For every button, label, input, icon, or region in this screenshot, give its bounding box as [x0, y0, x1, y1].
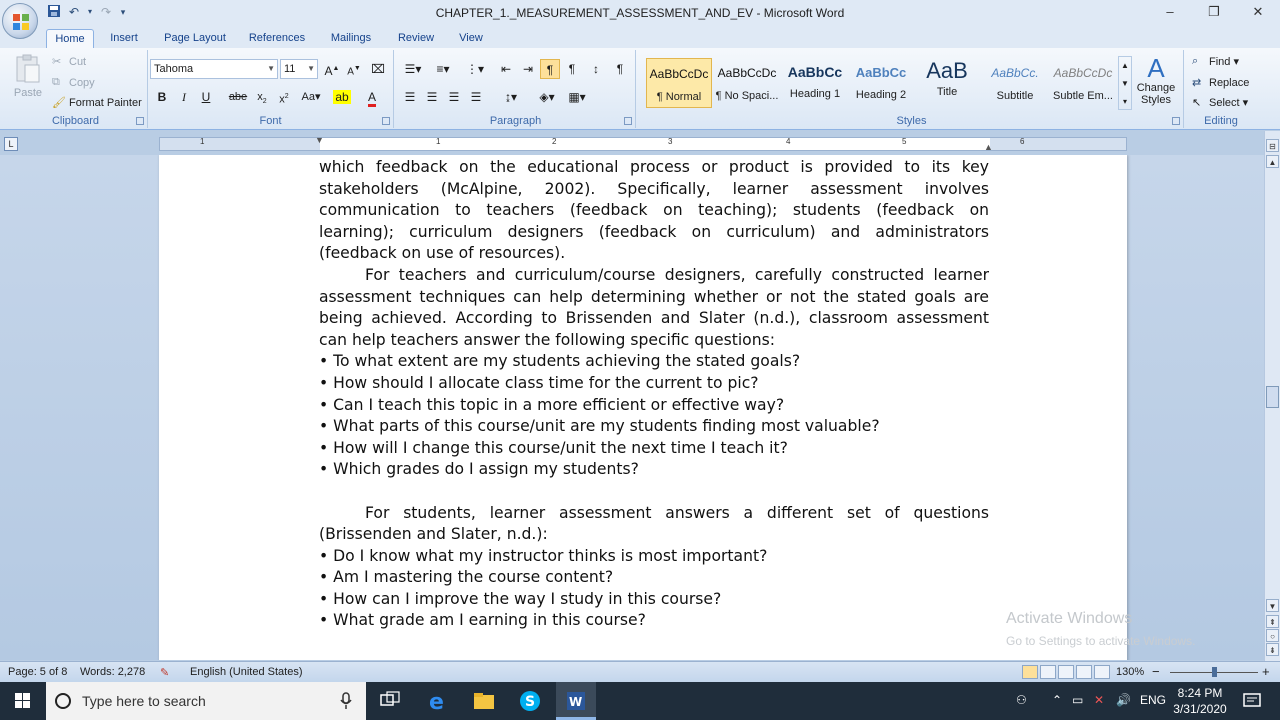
bullet-item: • How can I improve the way I study in this course? [319, 589, 722, 608]
outline-view-icon[interactable] [1076, 665, 1092, 679]
clock-time: 8:24 PM [1177, 686, 1223, 700]
subscript-button[interactable]: $x_2$ [257, 91, 267, 106]
styles-group-label: Styles [896, 115, 927, 127]
ruler-number: 6 [1020, 137, 1025, 146]
italic-button[interactable]: I [182, 90, 186, 104]
styles-launcher-icon[interactable] [1172, 117, 1180, 125]
word-app-icon [564, 689, 588, 713]
paragraph-launcher-icon[interactable] [624, 117, 632, 125]
text-line: stakeholders (McAlpine, 2002). Specifically, learner assessment involves [319, 179, 989, 198]
style-name: ¶ No Spaci... [715, 90, 779, 102]
style-sample: AaBbCc [855, 65, 907, 80]
word-taskbar-button[interactable] [556, 682, 596, 720]
tab-review[interactable]: Review [397, 32, 435, 44]
style-heading-2[interactable] [848, 58, 914, 108]
vertical-scrollbar[interactable] [1264, 131, 1280, 661]
edge-browser-icon[interactable] [426, 689, 450, 713]
scroll-up-icon[interactable]: ▲ [1266, 155, 1279, 168]
underline-button[interactable]: U [201, 90, 211, 104]
bold-button[interactable]: B [157, 90, 167, 104]
bullet-item: • Can I teach this topic in a more efficient or effective way? [319, 395, 785, 414]
find-button[interactable]: ⌕ Find ▾ [1192, 55, 1239, 68]
windows-taskbar [0, 682, 1280, 720]
start-button[interactable] [0, 682, 46, 720]
style-heading-1[interactable] [782, 58, 848, 108]
chevron-down-icon: ▼ [267, 64, 275, 73]
text-line: being achieved. According to Brissenden and Slater (n.d.), classroom assessment [319, 309, 989, 328]
bullets-button[interactable]: ☰▾ [404, 62, 422, 76]
input-language[interactable]: ENG [1140, 693, 1167, 707]
battery-warning-icon[interactable]: ✕ [1094, 693, 1105, 707]
print-layout-view-icon[interactable] [1022, 665, 1038, 679]
windows-logo-icon [0, 682, 46, 720]
show-formatting-button[interactable]: ¶ [616, 62, 624, 76]
bullet-item: • Do I know what my instructor thinks is most important? [319, 546, 768, 565]
browse-object-icon[interactable]: ○ [1266, 629, 1279, 642]
change-styles-label: Change Styles [1136, 82, 1176, 106]
minimize-button[interactable]: – [1166, 4, 1174, 19]
ruler-number: 1 [200, 137, 205, 146]
numbering-button[interactable]: ≡▾ [436, 62, 450, 76]
shrink-font-button[interactable]: A▼ [347, 65, 361, 78]
document-text[interactable] [319, 157, 989, 632]
ruler-number: 4 [786, 137, 791, 146]
chevron-down-icon: ▼ [307, 64, 315, 73]
shading-button[interactable]: ◈▾ [539, 90, 555, 104]
bullet-item: • Which grades do I assign my students? [319, 460, 639, 479]
svg-text:S: S [525, 694, 536, 710]
rtl-button[interactable]: ¶ [568, 62, 576, 76]
styles-group [640, 50, 1184, 128]
clipboard-group [4, 50, 148, 128]
copy-icon: ⧉ [52, 76, 60, 88]
title-bar [0, 0, 1280, 26]
blank-line [319, 481, 989, 503]
window-title: CHAPTER_1._MEASUREMENT_ASSESSMENT_AND_EV - Microsoft Word [435, 6, 845, 20]
bullet-item: • How will I change this course/unit the next time I teach it? [319, 438, 788, 457]
ruler-row [0, 131, 1280, 155]
activate-windows-subtext: Go to Settings to activate Windows. [1006, 634, 1196, 648]
zoom-in-button[interactable]: + [1262, 664, 1270, 679]
text-line: assessment techniques can help determining whether or not the stated goals are [319, 287, 989, 306]
ruler-toggle-icon[interactable]: ⊟ [1266, 139, 1279, 152]
editing-group [1186, 50, 1256, 128]
paste-label: Paste [13, 87, 43, 99]
increase-indent-button[interactable]: ⇥ [522, 62, 534, 76]
scissors-icon: ✂ [52, 56, 62, 68]
format-painter-label: Format Painter [69, 96, 142, 109]
binoculars-icon: ⌕ [1192, 55, 1199, 68]
style-sample: AaB [926, 58, 968, 83]
clear-formatting-icon[interactable]: ⌧ [371, 62, 385, 76]
show-hidden-icons-icon[interactable]: ⌃ [1052, 693, 1063, 707]
style-sample: AaBbCcDc [1053, 66, 1113, 80]
replace-label: Replace [1209, 76, 1250, 89]
font-group-label: Font [259, 115, 282, 127]
font-color-button[interactable]: A [360, 87, 384, 107]
font-launcher-icon[interactable] [382, 117, 390, 125]
paragraph-group-label: Paragraph [489, 115, 542, 127]
ribbon [0, 48, 1280, 130]
clipboard-group-label: Clipboard [51, 115, 100, 127]
style-sample: AaBbCc. [991, 66, 1039, 80]
paste-button[interactable] [10, 54, 46, 99]
page-count[interactable]: Page: 5 of 8 [8, 666, 68, 678]
justify-button[interactable]: ☰ [470, 90, 482, 104]
style-name: Heading 2 [855, 89, 907, 101]
cursor-icon: ↖ [1192, 97, 1202, 110]
copy-label: Copy [69, 76, 95, 89]
tab-home[interactable]: Home [46, 29, 94, 48]
superscript-button[interactable]: $x^2$ [279, 93, 289, 106]
undo-icon[interactable]: ↶ [68, 5, 80, 19]
tab-mailings[interactable]: Mailings [330, 32, 372, 44]
style-subtitle[interactable] [982, 58, 1048, 108]
activate-windows-watermark: Activate Windows [1006, 610, 1133, 627]
notifications-icon[interactable] [1240, 689, 1264, 713]
task-view-icon[interactable] [378, 689, 402, 713]
style-sample: AaBbCc [787, 64, 843, 80]
right-indent-marker-icon[interactable]: ▲ [984, 142, 993, 152]
style-name: Title [936, 86, 958, 98]
style-sample: AaBbCcDc [649, 67, 709, 81]
sort-button[interactable]: ↕ [593, 62, 599, 76]
paste-icon [14, 54, 42, 84]
replace-icon: ⇄ [1192, 77, 1202, 89]
text-line: communication to teachers (feedback on teaching); students (feedback on [319, 201, 989, 220]
bullet-item: • What grade am I earning in this course? [319, 611, 646, 630]
editing-group-label: Editing [1204, 115, 1238, 127]
bullet-item: • How should I allocate class time for the current to pic? [319, 373, 759, 392]
full-screen-reading-view-icon[interactable] [1040, 665, 1056, 679]
ribbon-tabs [0, 26, 1280, 48]
zoom-out-button[interactable]: − [1152, 664, 1160, 679]
language-indicator[interactable]: English (United States) [190, 666, 303, 678]
scroll-thumb[interactable] [1266, 386, 1279, 408]
line-spacing-button[interactable]: ↨▾ [504, 90, 518, 104]
strikethrough-button[interactable]: abe [228, 91, 248, 103]
font-group [148, 50, 394, 128]
customize-qat-icon[interactable]: ▾ [120, 7, 126, 17]
decrease-indent-button[interactable]: ⇤ [500, 62, 512, 76]
tab-references[interactable]: References [248, 32, 306, 44]
change-case-button[interactable]: Aa▾ [301, 91, 321, 103]
style-name: ¶ Normal [656, 91, 702, 103]
align-right-button[interactable]: ☰ [448, 90, 460, 104]
paintbrush-icon: 🖌 [52, 97, 66, 109]
zoom-slider-thumb[interactable] [1212, 667, 1217, 677]
tab-insert[interactable]: Insert [110, 32, 138, 44]
zoom-level[interactable]: 130% [1116, 666, 1145, 678]
select-label: Select [1209, 97, 1240, 109]
font-size-value: 11 [284, 63, 296, 75]
indent-marker-icon[interactable]: ▼ [315, 135, 324, 145]
document-page[interactable] [159, 155, 1127, 660]
font-family-value: Tahoma [154, 63, 194, 75]
tab-selector-icon[interactable]: L [4, 137, 18, 151]
people-icon[interactable]: ⚇ [1016, 693, 1027, 707]
office-button[interactable] [2, 3, 38, 39]
cut-button[interactable] [52, 55, 86, 69]
file-explorer-icon[interactable] [472, 689, 496, 713]
select-button[interactable]: ↖ Select ▾ [1192, 97, 1249, 110]
replace-button[interactable] [1192, 76, 1249, 90]
align-left-button[interactable]: ☰ [404, 90, 416, 104]
copy-button[interactable] [52, 76, 95, 90]
ruler-number: 1 [436, 137, 441, 146]
volume-icon[interactable]: 🔊 [1116, 693, 1131, 707]
search-circle-icon [54, 692, 72, 710]
next-page-icon[interactable]: ⇟ [1266, 643, 1279, 656]
office-logo-icon [12, 13, 30, 31]
ruler-number: 2 [552, 137, 557, 146]
network-icon[interactable]: ▭ [1072, 693, 1084, 707]
format-painter-button[interactable] [52, 96, 142, 110]
proofing-icon[interactable]: ✎ [160, 667, 170, 679]
status-bar [0, 661, 1280, 682]
multilevel-list-button[interactable]: ⋮▾ [465, 62, 485, 76]
font-family-combo[interactable] [150, 59, 278, 79]
find-label: Find [1209, 56, 1231, 68]
style-name: Subtle Em... [1053, 90, 1113, 102]
style-name: Subtitle [996, 90, 1034, 102]
center-button[interactable]: ☰ [426, 90, 438, 104]
bullet-item: • Am I mastering the course content? [319, 568, 614, 587]
tab-view[interactable]: View [459, 32, 483, 44]
style-title[interactable] [914, 58, 980, 108]
scroll-down-icon[interactable]: ▼ [1266, 599, 1279, 612]
ruler-number: 5 [902, 137, 907, 146]
clock-date: 3/31/2020 [1173, 702, 1227, 716]
taskbar-search-box[interactable] [46, 682, 366, 720]
close-button[interactable]: ✕ [1252, 4, 1264, 19]
paragraph-group [396, 50, 636, 128]
clipboard-launcher-icon[interactable] [136, 117, 144, 125]
bullet-item: • To what extent are my students achieving the stated goals? [319, 352, 801, 371]
ruler-text-area [320, 138, 990, 150]
text-line: (Brissenden and Slater, n.d.): [319, 525, 548, 544]
word-count[interactable]: Words: 2,278 [80, 666, 146, 678]
text-line: For teachers and curriculum/course designers, carefully constructed learner [365, 265, 989, 284]
web-layout-view-icon[interactable] [1058, 665, 1074, 679]
microphone-icon[interactable] [340, 692, 352, 710]
font-size-combo[interactable] [280, 59, 318, 79]
cut-label: Cut [69, 55, 87, 68]
redo-icon[interactable]: ↷ [100, 5, 112, 19]
style-no-spacing[interactable] [714, 58, 780, 108]
style-subtle-emphasis[interactable] [1050, 58, 1116, 108]
text-line: learning); curriculum designers (feedback on curriculum) and administrators [319, 222, 989, 241]
previous-page-icon[interactable]: ⇞ [1266, 615, 1279, 628]
ruler-number: 3 [668, 137, 673, 146]
tab-page-layout[interactable]: Page Layout [164, 32, 226, 44]
grow-font-button[interactable]: A▲ [324, 64, 340, 78]
style-name: Heading 1 [789, 88, 841, 100]
highlight-color-button[interactable]: ab [335, 90, 349, 104]
bullet-item: • What parts of this course/unit are my students finding most valuable? [319, 417, 880, 436]
draft-view-icon[interactable] [1094, 665, 1110, 679]
text-line: can help teachers answer the following specific questions: [319, 330, 775, 349]
change-styles-icon: A [1147, 53, 1165, 83]
borders-button[interactable]: ▦▾ [568, 90, 586, 104]
styles-gallery-scroll[interactable]: ▲ ▼ ▾ [1118, 56, 1132, 110]
search-placeholder: Type here to search [82, 693, 206, 709]
document-area [0, 155, 1264, 660]
undo-dropdown-icon[interactable]: ▾ [87, 7, 92, 16]
system-clock[interactable] [1170, 685, 1230, 717]
svg-text:W: W [569, 695, 583, 709]
maximize-button[interactable]: ❐ [1208, 4, 1220, 19]
change-styles-button[interactable] [1136, 54, 1176, 106]
horizontal-ruler[interactable] [159, 137, 1127, 151]
svg-text:e: e [429, 690, 444, 713]
text-line: For students, learner assessment answers a different set of questions [365, 503, 989, 522]
text-line: (feedback on use of resources). [319, 244, 566, 263]
style-normal[interactable] [646, 58, 712, 108]
style-sample: AaBbCcDc [717, 66, 777, 80]
ltr-button[interactable]: ¶ [540, 59, 560, 79]
text-line: which feedback on the educational process or product is provided to its key [319, 158, 989, 176]
skype-icon[interactable] [518, 689, 542, 713]
